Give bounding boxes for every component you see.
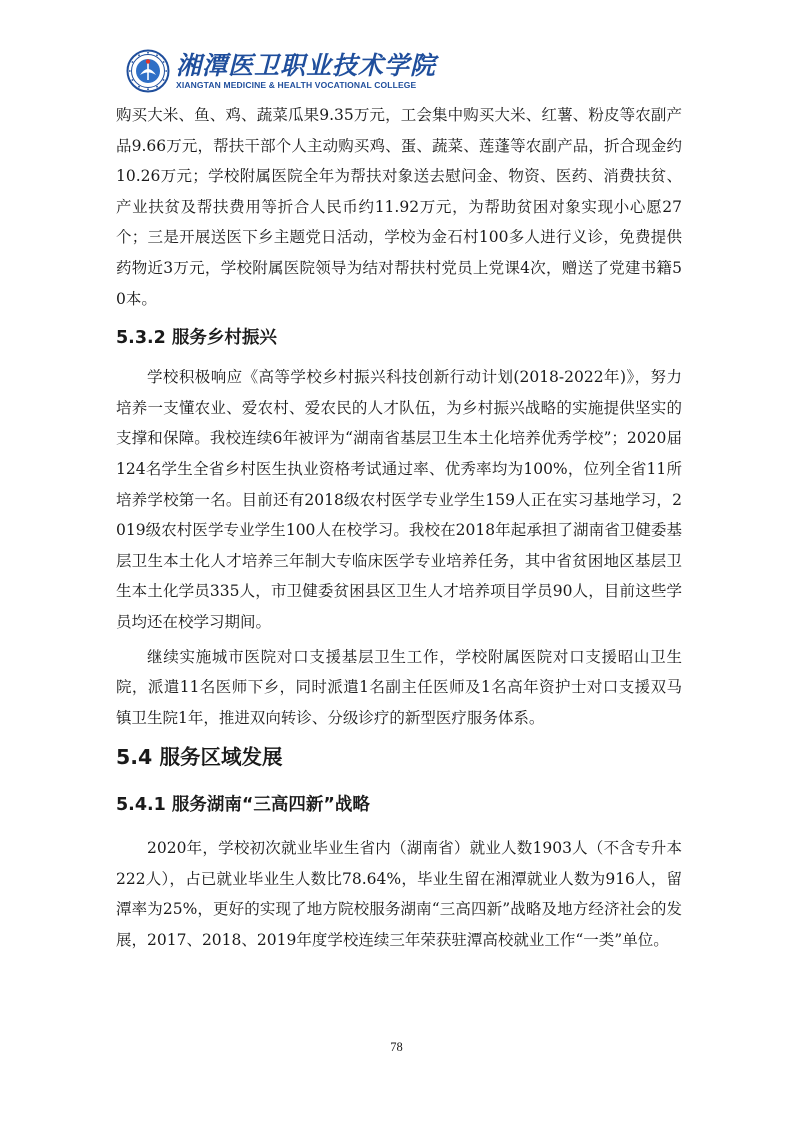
college-emblem-icon xyxy=(126,49,170,93)
body-paragraph: 购买大米、鱼、鸡、蔬菜瓜果9.35万元，工会集中购买大米、红薯、粉皮等农副产品9.66万元，帮扶干部个人主动购买鸡、蛋、蔬菜、莲蓬等农副产品，折合现金约10.26万元；学校附属医院全年为帮扶对象送去慰问金、物资、医药、消费扶贫、产业扶贫及帮扶费用等折合人民币约11.92万元，为帮助贫困对象实现小心愿27个；三是开展送医下乡主题党日活动，学校为金石村100多人进行义诊，免费提供药物近3万元，学校附属医院领导为结对帮扶村党员上党课4次，赠送了党建书籍50本。 xyxy=(116,106,682,308)
body-paragraph: 学校积极响应《高等学校乡村振兴科技创新行动计划(2018-2022年)》，努力培养一支懂农业、爱农村、爱农民的人才队伍，为乡村振兴战略的实施提供坚实的支撑和保障。我校连续6年被评为“湖南省基层卫生本土化培养优秀学校”；2020届124名学生全省乡村医生执业资格考试通过率、优秀率均为100%，位列全省11所培养学校第一名。目前还有2018级农村医学专业学生159人正在实习基地学习，2019级农村医学专业学生100人在校学习。我校在2018年起承担了湖南省卫健委基层卫生本土化人才培养三年制大专临床医学专业培养任务，其中省贫困地区基层卫生本土化学员335人，市卫健委贫困县区卫生人才培养项目学员90人，目前这些学员均还在校学习期间。 xyxy=(116,368,682,631)
page-number: 78 xyxy=(390,1040,403,1054)
document-body xyxy=(116,100,682,956)
section-heading-5-4: 5.4 服务区域发展 xyxy=(116,745,283,770)
college-name-block xyxy=(176,52,436,91)
body-paragraph: 2020年，学校初次就业毕业生省内（湖南省）就业人数1903人（不含专升本222人），占已就业毕业生人数比78.64%，毕业生留在湘潭就业人数为916人，留潭率为25%，更好的实现了地方院校服务湖南“三高四新”战略及地方经济社会的发展，2017、2018、2019年度学校连续三年荣获驻潭高校就业工作“一类”单位。 xyxy=(116,839,682,950)
page-header xyxy=(126,46,686,96)
college-name-en: XIANGTAN MEDICINE & HEALTH VOCATIONAL COLLEGE xyxy=(176,79,417,90)
college-name-cn: 湘潭医卫职业技术学院 xyxy=(176,50,437,80)
section-heading-5-4-1: 5.4.1 服务湖南“三高四新”战略 xyxy=(116,795,370,816)
body-paragraph: 继续实施城市医院对口支援基层卫生工作，学校附属医院对口支援昭山卫生院，派遣11名医师下乡，同时派遣1名副主任医师及1名高年资护士对口支援双马镇卫生院1年，推进双向转诊、分级诊疗的新型医疗服务体系。 xyxy=(116,647,682,727)
section-heading-5-3-2: 5.3.2 服务乡村振兴 xyxy=(116,328,277,349)
